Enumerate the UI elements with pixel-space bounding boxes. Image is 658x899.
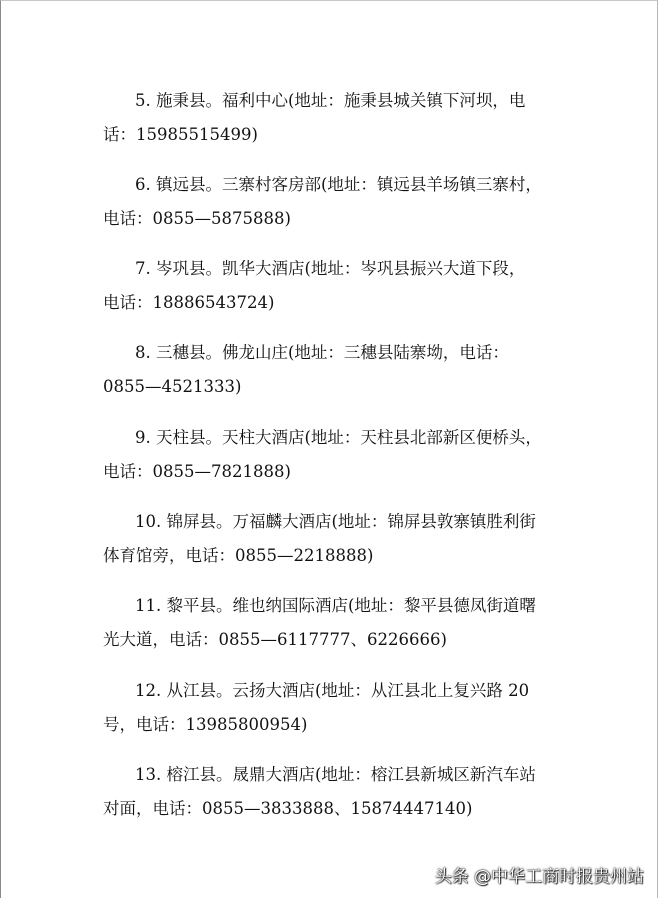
entry-line: 8. 三穗县。佛龙山庄(地址：三穗县陆寨坳，电话：	[135, 343, 509, 362]
list-item	[103, 168, 573, 236]
entry-line: 7. 岑巩县。凯华大酒店(地址：岑巩县振兴大道下段，	[135, 259, 526, 278]
entry-line: 13. 榕江县。晟鼎大酒店(地址：榕江县新城区新汽车站	[135, 765, 536, 784]
entry-line: 电话：0855—7821888)	[103, 462, 291, 481]
entry-line: 6. 镇远县。三寨村客房部(地址：镇远县羊场镇三寨村，	[135, 175, 542, 194]
entry-line: 12. 从江县。云扬大酒店(地址：从江县北上复兴路 20	[135, 681, 530, 700]
entry-line: 电话：18886543724)	[103, 293, 275, 312]
source-watermark: 头条 @中华工商时报贵州站	[434, 867, 644, 887]
list-item	[103, 674, 573, 742]
entry-line: 电话：0855—5875888)	[103, 209, 291, 228]
entry-line: 体育馆旁，电话：0855—2218888)	[103, 546, 374, 565]
entry-line: 0855—4521333)	[103, 377, 242, 396]
list-item	[103, 758, 573, 826]
list-item	[103, 589, 573, 657]
entry-line: 10. 锦屏县。万福麟大酒店(地址：锦屏县敦寨镇胜利街	[135, 512, 536, 531]
list-item	[103, 336, 573, 404]
list-item	[103, 84, 573, 152]
list-item	[103, 252, 573, 320]
entry-line: 11. 黎平县。维也纳国际酒店(地址：黎平县德凤街道曙	[135, 596, 536, 615]
list-item	[103, 421, 573, 489]
entry-line: 光大道，电话：0855—6117777、6226666)	[103, 630, 447, 649]
entry-line: 号，电话：13985800954)	[103, 715, 308, 734]
entry-line: 对面，电话：0855—3833888、15874447140)	[103, 799, 473, 818]
list-item	[103, 505, 573, 573]
entry-line: 9. 天柱县。天柱大酒店(地址：天柱县北部新区便桥头，	[135, 428, 542, 447]
entry-line: 5. 施秉县。福利中心(地址：施秉县城关镇下河坝，电	[135, 91, 526, 110]
entry-line: 话：15985515499)	[103, 125, 258, 144]
